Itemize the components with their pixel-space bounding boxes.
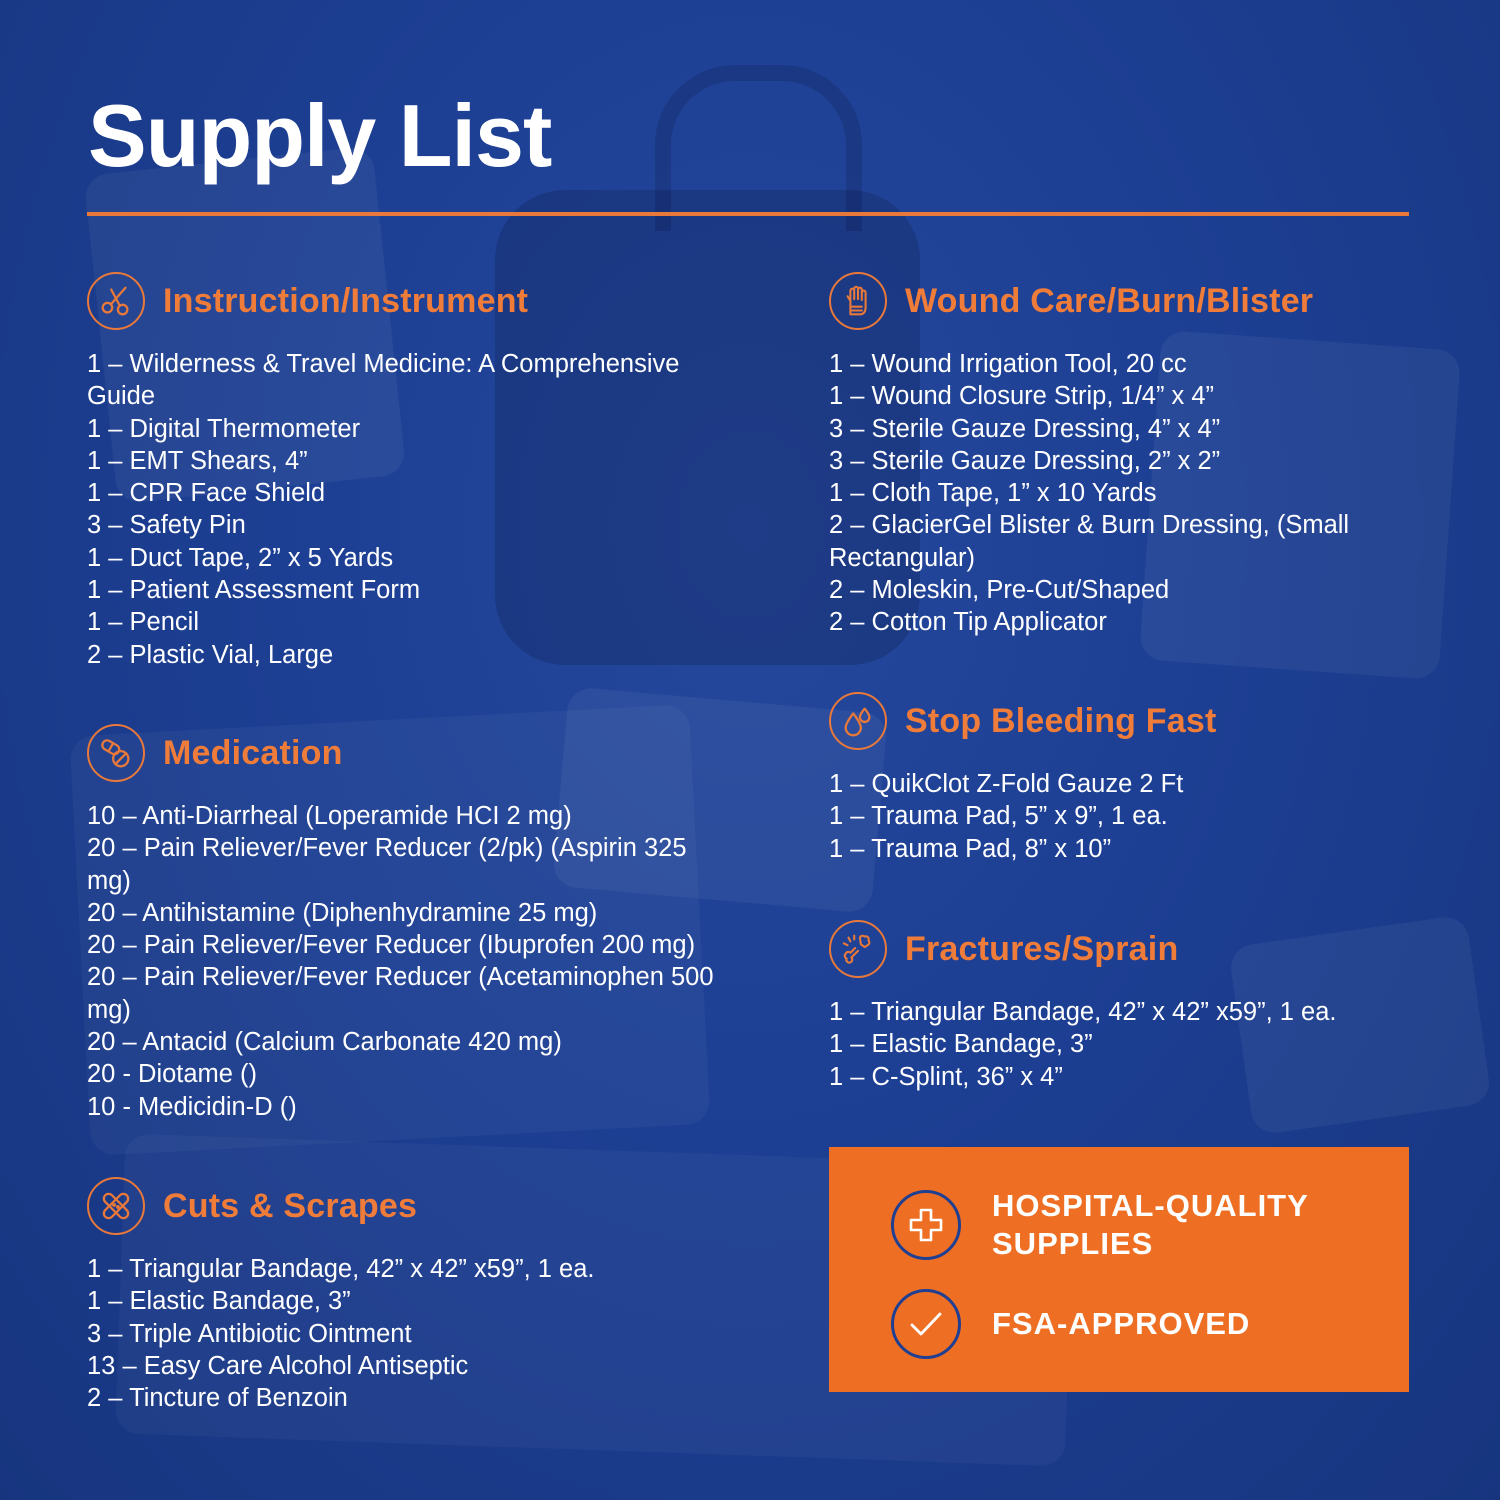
list-item: 20 - Diotame () (87, 1060, 258, 1089)
list-item: 1 – Elastic Bandage, 3” (829, 1030, 1093, 1059)
list-item: 10 – Anti-Diarrheal (Loperamide HCI 2 mg) (87, 802, 572, 830)
list-item: 1 – Digital Thermometer (87, 414, 361, 443)
list-item: 1 – Patient Assessment Form (87, 576, 421, 605)
list-item: 1 – Pencil (87, 608, 199, 637)
item-list (87, 348, 727, 671)
list-item: 1 – Elastic Bandage, 3” (87, 1287, 351, 1316)
list-item: 1 – Wound Irrigation Tool, 20 cc (829, 350, 1187, 378)
page-title: Supply List (88, 86, 552, 185)
section-title: Instruction/Instrument (163, 281, 529, 320)
list-item: 1 – C-Splint, 36” x 4” (829, 1062, 1063, 1091)
list-item: 2 – Plastic Vial, Large (87, 640, 334, 669)
glove-icon (829, 272, 887, 330)
checkmark-icon (891, 1289, 961, 1359)
section-header (829, 688, 1389, 754)
medical-cross-icon (891, 1190, 961, 1260)
list-item: 3 – Sterile Gauze Dressing, 4” x 4” (829, 414, 1221, 443)
section-title: Wound Care/Burn/Blister (905, 281, 1314, 320)
list-item: 20 – Pain Reliever/Fever Reducer (2/pk) (Aspirin 325 mg) (87, 834, 687, 895)
section-header (87, 720, 737, 786)
section-stop-bleeding (829, 688, 1389, 865)
list-item: 1 – Duct Tape, 2” x 5 Yards (87, 543, 394, 572)
section-header (87, 268, 727, 334)
list-item: 20 – Antihistamine (Diphenhydramine 25 mg) (87, 898, 598, 927)
list-item: 2 – Cotton Tip Applicator (829, 608, 1107, 637)
list-item: 1 – CPR Face Shield (87, 479, 326, 508)
section-title: Stop Bleeding Fast (905, 701, 1217, 740)
list-item: 3 – Safety Pin (87, 511, 246, 540)
item-list (87, 800, 737, 1123)
list-item: 20 – Pain Reliever/Fever Reducer (Acetaminophen 500 mg) (87, 963, 714, 1024)
section-wound-care (829, 268, 1389, 639)
list-item: 1 – QuikClot Z-Fold Gauze 2 Ft (829, 770, 1184, 798)
section-title: Cuts & Scrapes (163, 1186, 418, 1225)
title-divider (87, 212, 1409, 216)
section-instruction (87, 268, 727, 671)
badge-text: HOSPITAL-QUALITY SUPPLIES (992, 1188, 1309, 1261)
list-item: 1 – EMT Shears, 4” (87, 446, 308, 475)
list-item: 20 – Antacid (Calcium Carbonate 420 mg) (87, 1028, 562, 1057)
list-item: 1 – Trauma Pad, 8” x 10” (829, 834, 1112, 863)
badge-text: FSA-APPROVED (992, 1306, 1251, 1341)
list-item: 10 - Medicidin-D () (87, 1092, 297, 1121)
section-title: Fractures/Sprain (905, 929, 1179, 968)
item-list (87, 1253, 727, 1414)
hospital-quality-badge (891, 1187, 1352, 1263)
fsa-approved-badge (891, 1289, 1352, 1359)
list-item: 3 – Triple Antibiotic Ointment (87, 1319, 412, 1348)
section-title: Medication (163, 733, 343, 772)
item-list (829, 348, 1389, 639)
section-header (829, 268, 1389, 334)
item-list (829, 768, 1389, 865)
list-item: 1 – Trauma Pad, 5” x 9”, 1 ea. (829, 802, 1168, 831)
quality-badge-box (829, 1147, 1409, 1392)
list-item: 1 – Wilderness & Travel Medicine: A Comprehensive Guide (87, 350, 680, 411)
section-cuts-scrapes (87, 1173, 727, 1414)
blood-drops-icon (829, 692, 887, 750)
list-item: 2 – Moleskin, Pre-Cut/Shaped (829, 576, 1170, 605)
section-header (87, 1173, 727, 1239)
list-item: 1 – Triangular Bandage, 42” x 42” x59”, 1 ea. (87, 1255, 595, 1283)
section-header (829, 916, 1429, 982)
list-item: 1 – Cloth Tape, 1” x 10 Yards (829, 479, 1157, 508)
list-item: 1 – Wound Closure Strip, 1/4” x 4” (829, 382, 1215, 411)
list-item: 20 – Pain Reliever/Fever Reducer (Ibuprofen 200 mg) (87, 931, 696, 960)
list-item: 2 – GlacierGel Blister & Burn Dressing, (Small Rectangular) (829, 511, 1350, 572)
pills-icon (87, 724, 145, 782)
broken-bone-icon (829, 920, 887, 978)
section-fractures (829, 916, 1429, 1093)
list-item: 13 – Easy Care Alcohol Antiseptic (87, 1351, 469, 1380)
bandage-icon (87, 1177, 145, 1235)
section-medication (87, 720, 737, 1123)
scissors-icon (87, 272, 145, 330)
item-list (829, 996, 1429, 1093)
list-item: 3 – Sterile Gauze Dressing, 2” x 2” (829, 446, 1221, 475)
list-item: 2 – Tincture of Benzoin (87, 1384, 348, 1413)
list-item: 1 – Triangular Bandage, 42” x 42” x59”, 1 ea. (829, 998, 1337, 1026)
